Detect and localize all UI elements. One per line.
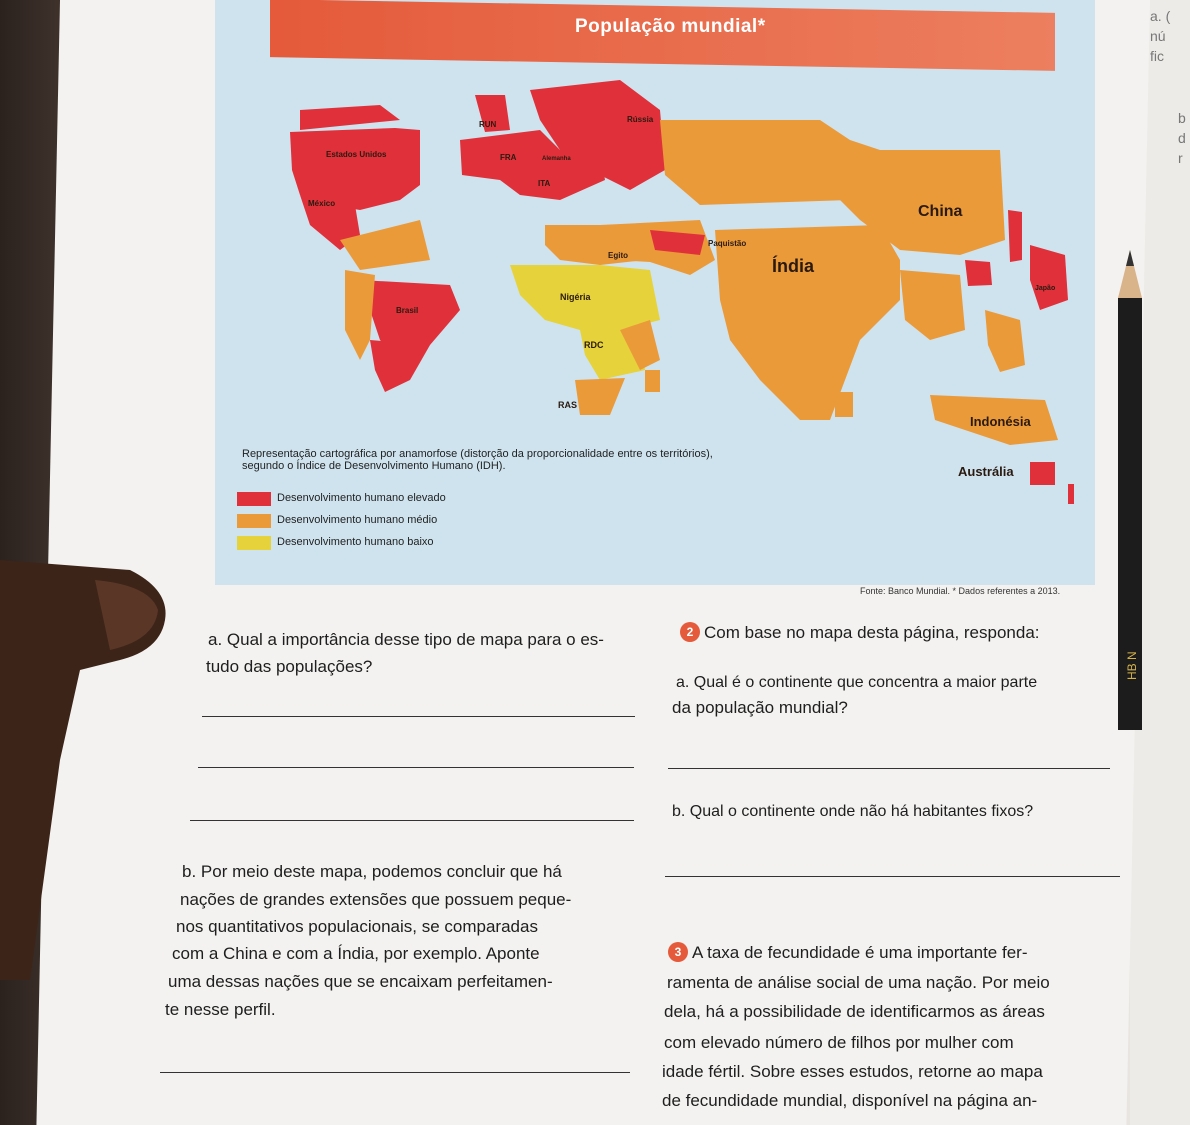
map-source: Fonte: Banco Mundial. * Dados referentes a 2013. — [860, 586, 1061, 596]
question-number-badge: 2 — [680, 622, 700, 642]
region-southern-africa — [575, 378, 625, 415]
edge-text: nú — [1150, 28, 1166, 44]
label-usa: Estados Unidos — [326, 150, 387, 159]
region-papua — [835, 392, 853, 417]
edge-text: a. ( — [1150, 8, 1171, 24]
region-taiwan — [1008, 210, 1022, 262]
region-australia — [1030, 462, 1055, 485]
label-indonesia: Indonésia — [970, 414, 1031, 429]
hand — [0, 560, 180, 980]
label-germany: Alemanha — [542, 156, 571, 162]
edge-text: r — [1178, 150, 1183, 166]
question-3-line: com elevado número de filhos por mulher com — [664, 1033, 1014, 1052]
region-india — [715, 225, 900, 420]
region-japan — [1030, 245, 1068, 310]
map-caption — [242, 448, 842, 472]
question-1b-line: b. Por meio deste mapa, podemos concluir que há — [182, 862, 562, 881]
question-3-line: ramenta de análise social de uma nação. Por meio — [667, 973, 1050, 992]
legend-swatch-medium — [237, 514, 271, 528]
region-korea — [965, 260, 992, 286]
question-1a-line: a. Qual a importância desse tipo de mapa para o es- — [208, 630, 604, 649]
label-brazil: Brasil — [396, 306, 419, 315]
question-2a-line: da população mundial? — [672, 698, 848, 717]
label-pakistan: Paquistão — [708, 239, 747, 248]
region-north-africa — [545, 225, 645, 265]
question-2b: b. Qual o continente onde não há habitantes fixos? — [672, 803, 1034, 820]
answer-line[interactable] — [665, 876, 1120, 877]
question-2-text: Com base no mapa desta página, responda: — [704, 623, 1040, 642]
question-3-line — [668, 942, 1027, 963]
region-southern-cone — [370, 340, 430, 392]
pencil — [1112, 250, 1148, 730]
question-1b-line: te nesse perfil. — [165, 1000, 276, 1019]
region-southeast-asia — [900, 270, 965, 340]
label-nigeria: Nigéria — [560, 292, 591, 302]
question-number-badge: 3 — [668, 942, 688, 962]
region-madagascar — [645, 370, 660, 392]
legend-label: Desenvolvimento humano médio — [277, 514, 438, 526]
label-mexico: México — [308, 199, 336, 208]
legend-swatch-high — [237, 492, 271, 506]
answer-line[interactable] — [160, 1072, 630, 1073]
edge-text: fic — [1150, 48, 1164, 64]
question-2-heading — [680, 622, 1040, 643]
map-title: População mundial* — [575, 16, 766, 37]
pencil-lead — [1126, 250, 1134, 266]
label-japan: Japão — [1035, 285, 1056, 292]
label-australia: Austrália — [958, 464, 1014, 479]
legend-label: Desenvolvimento humano elevado — [277, 492, 446, 504]
question-1b-line: nações de grandes extensões que possuem peque- — [180, 890, 572, 909]
label-fra: FRA — [500, 153, 517, 162]
label-ras: RAS — [558, 400, 578, 410]
caption-line: Representação cartográfica por anamorfose (distorção da proporcionalidade entre os territórios), — [242, 448, 713, 460]
pencil-label: HB N — [1125, 651, 1139, 680]
region-new-zealand — [1068, 484, 1074, 504]
question-1b-line: com a China e com a Índia, por exemplo. Aponte — [172, 944, 540, 963]
answer-line[interactable] — [198, 767, 634, 768]
region-canada — [300, 105, 400, 130]
caption-line: segundo o Índice de Desenvolvimento Humano (IDH). — [242, 460, 506, 472]
label-run: RUN — [479, 120, 497, 129]
label-rdc: RDC — [584, 340, 604, 350]
region-philippines — [985, 310, 1025, 372]
question-3-line: dela, há a possibilidade de identificarmos as áreas — [664, 1002, 1045, 1021]
question-3-line: de fecundidade mundial, disponível na página an- — [662, 1091, 1038, 1110]
edge-text: b — [1178, 110, 1186, 126]
answer-line[interactable] — [668, 768, 1110, 769]
label-egypt: Egito — [608, 251, 628, 260]
question-1a-line: tudo das populações? — [206, 657, 373, 676]
question-1b-line: nos quantitativos populacionais, se comparadas — [176, 917, 538, 936]
region-south-america-west — [345, 270, 375, 360]
question-3-line: idade fértil. Sobre esses estudos, retorne ao mapa — [662, 1062, 1043, 1081]
edge-text: d — [1178, 130, 1186, 146]
answer-line[interactable] — [202, 716, 635, 717]
question-2a-line: a. Qual é o continente que concentra a maior parte — [676, 674, 1038, 691]
question-1b-line: uma dessas nações que se encaixam perfeitamen- — [168, 972, 553, 991]
label-russia: Rússia — [627, 115, 654, 124]
answer-line[interactable] — [190, 820, 634, 821]
legend-swatch-low — [237, 536, 271, 550]
legend-label: Desenvolvimento humano baixo — [277, 536, 434, 548]
question-3-text: A taxa de fecundidade é uma importante fer- — [692, 943, 1028, 962]
label-ita: ITA — [538, 179, 551, 188]
label-china: China — [918, 203, 963, 220]
label-india: Índia — [772, 256, 815, 276]
